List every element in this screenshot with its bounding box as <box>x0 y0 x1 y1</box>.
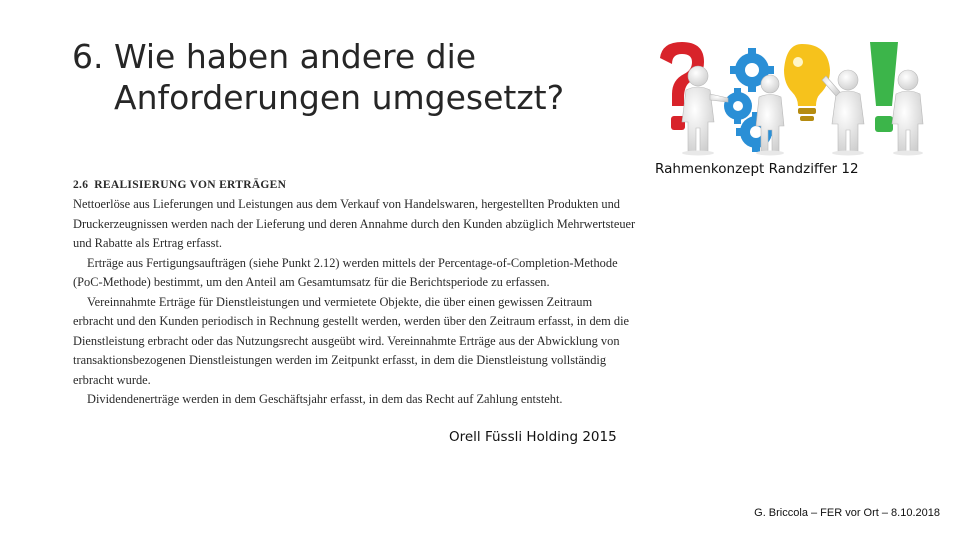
section-title: REALISIERUNG VON ERTRÄGEN <box>94 179 287 191</box>
document-line: Vereinnahmte Erträge für Dienstleistungen und vermietete Objekte, die über einen gewissen Zeitraum <box>87 294 593 309</box>
slide-footer: G. Briccola – FER vor Ort – 8.10.2018 <box>754 507 940 519</box>
slide-title-line-2: Anforderungen umgesetzt? <box>114 78 565 117</box>
document-line: transaktionsbezogenen Dienstleistungen werden im Zeitpunkt erfasst, in dem die Dienstleistung vollständig <box>73 353 607 367</box>
document-line: Druckerzeugnissen werden nach der Lieferung und deren Annahme durch den Kunden abzüglich Mehrwertsteuer <box>73 216 636 231</box>
reference-rahmenkonzept: Rahmenkonzept Randziffer 12 <box>655 161 859 177</box>
section-heading <box>73 176 636 195</box>
document-line: (PoC-Methode) bestimmt, um den Anteil am Gesamtumsatz für die Berichtsperiode zu erfassen. <box>73 275 550 289</box>
slide-title-line-1: 6. Wie haben andere die <box>72 37 477 76</box>
question-idea-illustration <box>652 40 924 156</box>
document-line: Nettoerlöse aus Lieferungen und Leistungen aus dem Verkauf von Handelswaren, hergestellten Produkten und <box>73 197 620 211</box>
document-excerpt <box>73 176 636 406</box>
section-number: 2.6 <box>73 179 89 191</box>
document-line: Erträge aus Fertigungsaufträgen (siehe Punkt 2.12) werden mittels der Percentage-of-Completion-Methode <box>87 255 618 270</box>
document-line: und Rabatte als Ertrag erfasst. <box>73 236 222 250</box>
document-line: Dividendenerträge werden in dem Geschäftsjahr erfasst, in dem das Recht auf Zahlung entsteht. <box>87 392 563 406</box>
document-line: erbracht wurde. <box>73 372 151 387</box>
document-line: Dienstleistung erbracht oder das Nutzungsrecht ausgeübt wird. Vereinnahmte Erträge aus der Abwicklung von <box>73 333 620 348</box>
document-body <box>73 195 636 410</box>
slide-title <box>72 36 632 118</box>
reference-orell-fuessli: Orell Füssli Holding 2015 <box>449 429 617 445</box>
document-line: erbracht und den Kunden periodisch in Rechnung gestellt werden, werden über den Zeitraum erfasst, in dem die <box>73 314 630 328</box>
lightbulb-icon <box>784 44 830 121</box>
